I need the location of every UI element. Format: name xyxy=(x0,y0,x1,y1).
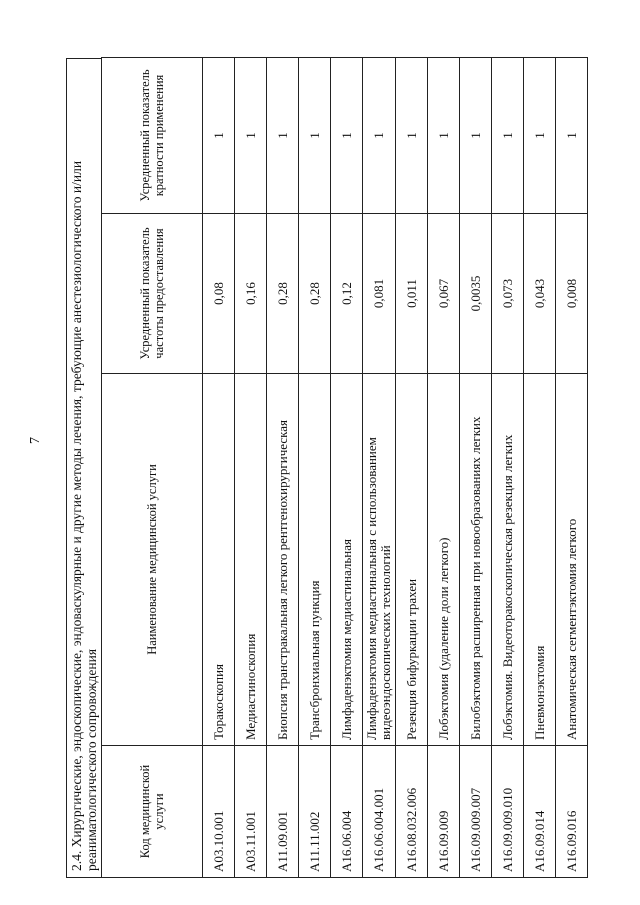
cell-frequency: 0,28 xyxy=(267,214,299,374)
cell-name: Лобэктомия. Видеоторакоскопическая резекция легких xyxy=(492,374,524,746)
cell-code: A11.09.001 xyxy=(267,746,299,878)
cell-multiplicity: 1 xyxy=(556,58,588,214)
services-table xyxy=(101,57,588,878)
cell-frequency: 0,008 xyxy=(556,214,588,374)
cell-frequency: 0,073 xyxy=(492,214,524,374)
cell-name: Трансбронхиальная пункция xyxy=(299,374,331,746)
cell-name: Торакоскопия xyxy=(203,374,235,746)
table-row xyxy=(428,58,460,878)
cell-frequency: 0,043 xyxy=(524,214,556,374)
cell-name: Лобэктомия (удаление доли легкого) xyxy=(428,374,460,746)
cell-code: A16.09.009.010 xyxy=(492,746,524,878)
cell-name: Пневмонэктомия xyxy=(524,374,556,746)
cell-code: A16.06.004.001 xyxy=(363,746,396,878)
header-code: Код медицинской услуги xyxy=(102,746,203,878)
cell-frequency: 0,28 xyxy=(299,214,331,374)
cell-multiplicity: 1 xyxy=(267,58,299,214)
cell-multiplicity: 1 xyxy=(428,58,460,214)
header-name: Наименование медицинской услуги xyxy=(102,374,203,746)
section-heading xyxy=(66,58,102,878)
cell-multiplicity: 1 xyxy=(524,58,556,214)
cell-code: A11.11.002 xyxy=(299,746,331,878)
cell-frequency: 0,08 xyxy=(203,214,235,374)
cell-multiplicity: 1 xyxy=(492,58,524,214)
cell-multiplicity: 1 xyxy=(203,58,235,214)
table-row xyxy=(556,58,588,878)
cell-frequency: 0,12 xyxy=(331,214,363,374)
cell-code: A16.09.009 xyxy=(428,746,460,878)
cell-frequency: 0,16 xyxy=(235,214,267,374)
table-row xyxy=(524,58,556,878)
table-row xyxy=(235,58,267,878)
cell-multiplicity: 1 xyxy=(460,58,492,214)
cell-multiplicity: 1 xyxy=(235,58,267,214)
cell-code: A03.11.001 xyxy=(235,746,267,878)
table-row xyxy=(267,58,299,878)
cell-name: Лимфаденэктомия медиастинальная xyxy=(331,374,363,746)
table-row xyxy=(363,58,396,878)
table-row xyxy=(299,58,331,878)
cell-name: Резекция бифуркации трахеи xyxy=(396,374,428,746)
cell-frequency: 0,081 xyxy=(363,214,396,374)
cell-name: Билобэктомия расширенная при новообразованиях легких xyxy=(460,374,492,746)
table-row xyxy=(396,58,428,878)
table-body xyxy=(203,58,588,878)
cell-name: Анатомическая сегментэктомия легкого xyxy=(556,374,588,746)
cell-code: A16.09.009.007 xyxy=(460,746,492,878)
header-multiplicity: Усредненный показатель кратности применения xyxy=(102,58,203,214)
table-header-row xyxy=(102,58,203,878)
table-row xyxy=(203,58,235,878)
table-row xyxy=(492,58,524,878)
cell-code: A16.09.014 xyxy=(524,746,556,878)
cell-code: A16.08.032.006 xyxy=(396,746,428,878)
section-number: 2.4. xyxy=(69,850,84,871)
rotated-table-block xyxy=(66,58,590,878)
cell-frequency: 0,0035 xyxy=(460,214,492,374)
cell-frequency: 0,011 xyxy=(396,214,428,374)
cell-frequency: 0,067 xyxy=(428,214,460,374)
cell-multiplicity: 1 xyxy=(331,58,363,214)
cell-name: Медиастиноскопия xyxy=(235,374,267,746)
cell-code: A03.10.001 xyxy=(203,746,235,878)
cell-name: Лимфаденэктомия медиастинальная с использованием видеоэндоскопических технологий xyxy=(363,374,396,746)
cell-multiplicity: 1 xyxy=(299,58,331,214)
section-title: Хирургические, эндоскопические, эндоваскулярные и другие методы лечения, требующие анестезиологического и/или реаниматологического сопровождения xyxy=(69,160,99,871)
cell-code: A16.09.016 xyxy=(556,746,588,878)
cell-multiplicity: 1 xyxy=(396,58,428,214)
cell-multiplicity: 1 xyxy=(363,58,396,214)
header-frequency: Усредненный показатель частоты предоставления xyxy=(102,214,203,374)
page-number: 7 xyxy=(28,437,43,444)
table-row xyxy=(331,58,363,878)
table-row xyxy=(460,58,492,878)
cell-name: Биопсия транстракальная легкого рентгенохирургическая xyxy=(267,374,299,746)
cell-code: A16.06.004 xyxy=(331,746,363,878)
